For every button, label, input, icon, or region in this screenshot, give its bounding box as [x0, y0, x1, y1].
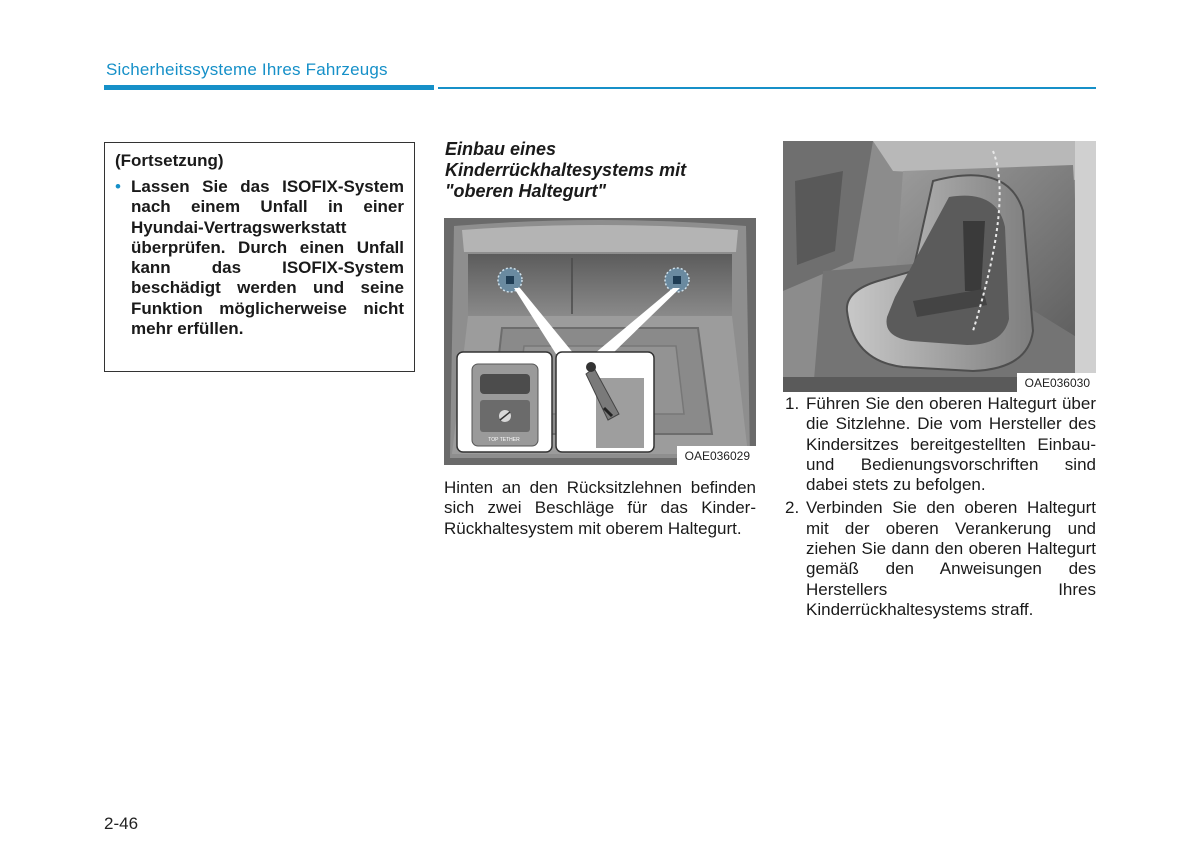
cargo-area-illustration — [444, 218, 756, 465]
step-item — [783, 498, 1096, 620]
page-number: 2-46 — [104, 814, 139, 833]
step-number: 2. — [785, 498, 800, 518]
figure-code-1: OAE036029 — [677, 446, 756, 465]
running-header: Sicherheitssysteme Ihres Fahrzeugs — [106, 60, 388, 79]
warning-box — [104, 142, 415, 372]
section-paragraph: Hinten an den Rücksitzlehnen befinden sich zwei Beschläge für das Kinder-Rückhaltesystem mit oberem Haltegurt. — [444, 478, 756, 538]
figure-code-2: OAE036030 — [1017, 373, 1096, 392]
bullet-dot-icon: • — [115, 177, 121, 196]
step-text: Verbinden Sie den oberen Haltegurt mit der oberen Verankerung und ziehen Sie dann den oberen Haltegurt gemäß den Anweisungen des Herstellers Ihres Kinderrückhaltesystems straff. — [806, 498, 1096, 619]
child-seat-illustration — [783, 141, 1096, 392]
header-accent-bar — [104, 85, 434, 90]
step-text: Führen Sie den oberen Haltegurt über die Sitzlehne. Die vom Hersteller des Kindersitzes bereitgestellten Einbau- und Bedienungsvorschriften sind dabei stets zu befolgen. — [806, 394, 1096, 495]
warning-continuation-label: (Fortsetzung) — [115, 151, 224, 170]
step-item — [783, 394, 1096, 495]
instruction-steps — [783, 394, 1096, 623]
step-number: 1. — [785, 394, 800, 413]
figure-child-seat-tether — [783, 141, 1096, 392]
inset-tether-label: TOP TETHER — [488, 437, 520, 443]
figure-cargo-tether-anchors — [444, 218, 756, 465]
warning-text: Lassen Sie das ISOFIX-System nach einem Unfall in einer Hyundai-Vertragswerkstatt überprüfen. Durch einen Unfall kann das ISOFIX-System beschädigt werden und seine Funktion möglicherweise nicht mehr erfüllen. — [131, 177, 404, 339]
section-title: Einbau eines Kinderrückhaltesystems mit "oberen Haltegurt" — [445, 139, 687, 201]
header-rule — [438, 87, 1096, 89]
warning-item — [115, 177, 404, 339]
